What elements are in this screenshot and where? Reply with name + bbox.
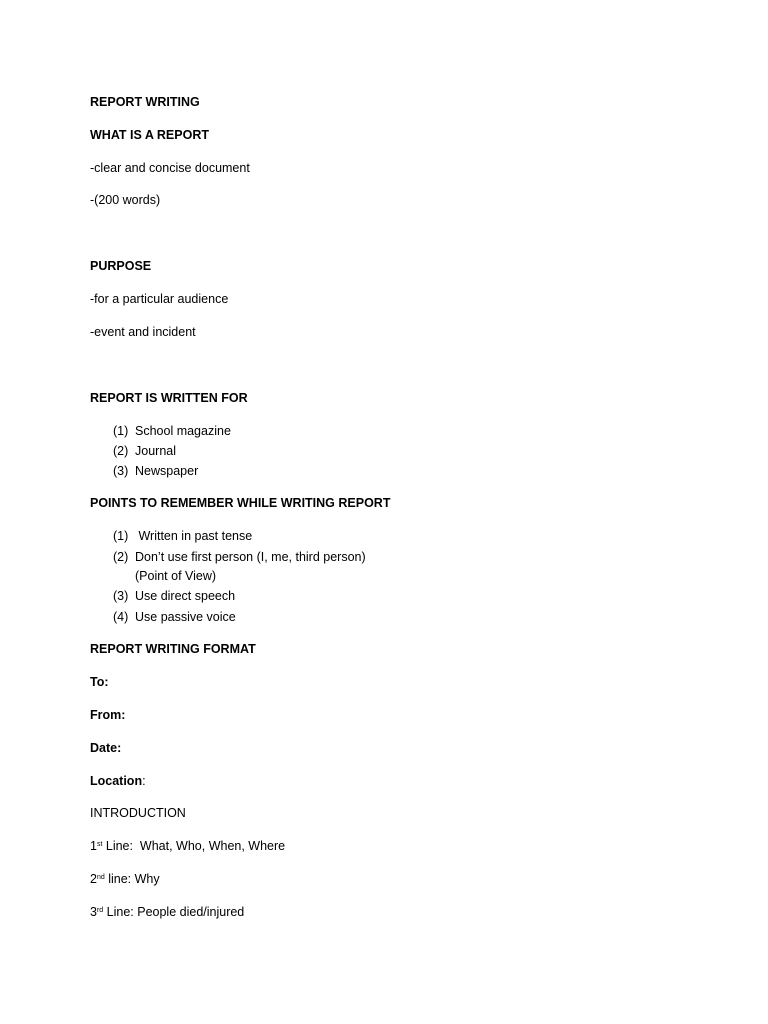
heading-report-writing: REPORT WRITING — [90, 95, 200, 109]
list-item: Don’t use first person (I, me, third person) — [135, 550, 366, 564]
field-location-label: Location — [90, 774, 143, 788]
list-item: School magazine — [135, 424, 231, 438]
what-is-item: -(200 words) — [90, 193, 161, 207]
heading-points-to-remember: POINTS TO REMEMBER WHILE WRITING REPORT — [90, 496, 391, 510]
intro-line-2 — [90, 872, 160, 887]
what-is-item: -clear and concise document — [90, 161, 250, 175]
intro-line-number: 1 — [90, 839, 97, 853]
field-location-colon: : — [142, 774, 146, 788]
intro-line-text: Line: What, Who, When, Where — [102, 839, 286, 853]
purpose-item: -for a particular audience — [90, 292, 229, 306]
intro-line-number: 3 — [90, 905, 97, 919]
heading-purpose: PURPOSE — [90, 259, 152, 273]
heading-report-written-for: REPORT IS WRITTEN FOR — [90, 391, 248, 405]
ordinal-suffix: st — [96, 841, 103, 848]
introduction-label: INTRODUCTION — [90, 806, 186, 820]
heading-report-writing-format: REPORT WRITING FORMAT — [90, 642, 256, 656]
list-number: (1) — [113, 424, 129, 438]
ordinal-suffix: rd — [96, 907, 104, 914]
list-item: Use direct speech — [135, 589, 236, 603]
ordinal-suffix: nd — [96, 874, 105, 881]
list-number: (1) — [113, 529, 129, 543]
list-item-continuation: (Point of View) — [135, 569, 217, 583]
list-number: (2) — [113, 550, 129, 564]
list-item: Newspaper — [135, 464, 199, 478]
intro-line-3 — [90, 905, 244, 920]
purpose-item: -event and incident — [90, 325, 196, 339]
heading-what-is-a-report: WHAT IS A REPORT — [90, 128, 209, 142]
list-item: Journal — [135, 444, 176, 458]
list-number: (2) — [113, 444, 129, 458]
list-number: (3) — [113, 464, 129, 478]
intro-line-1 — [90, 839, 285, 854]
list-item: Written in past tense — [135, 529, 253, 543]
field-from: From: — [90, 708, 126, 722]
list-item: Use passive voice — [135, 610, 236, 624]
list-number: (3) — [113, 589, 129, 603]
field-to: To: — [90, 675, 109, 689]
field-date: Date: — [90, 741, 122, 755]
field-location — [90, 774, 146, 789]
intro-line-text: Line: People died/injured — [103, 905, 245, 919]
intro-line-text: line: Why — [104, 872, 160, 886]
list-number: (4) — [113, 610, 129, 624]
intro-line-number: 2 — [90, 872, 97, 886]
